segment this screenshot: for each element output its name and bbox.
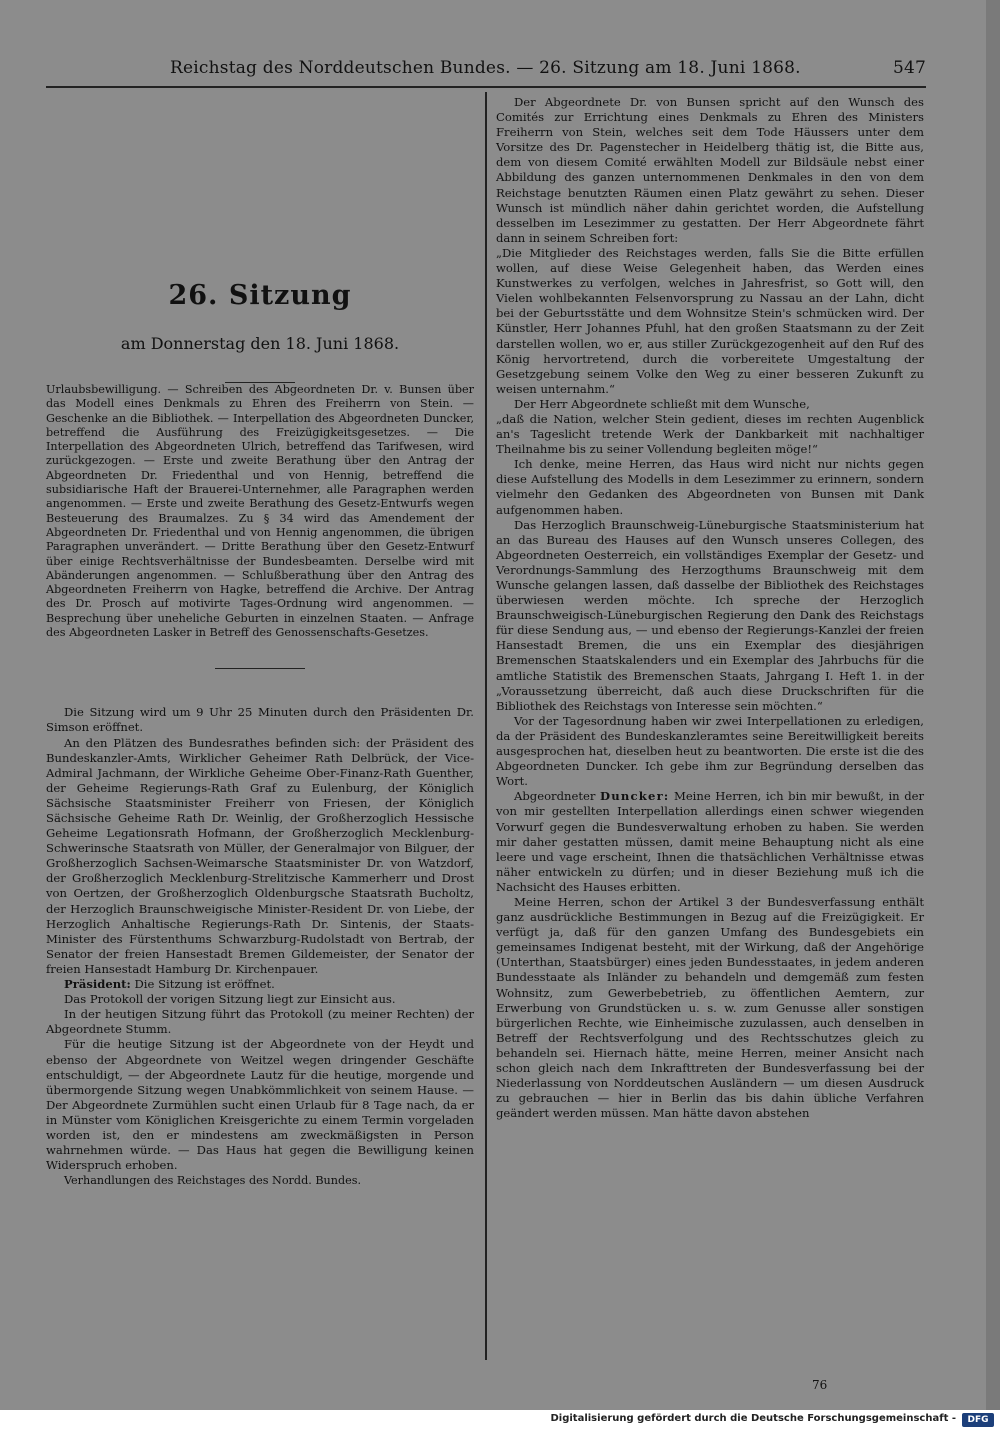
opening-paragraph: Die Sitzung wird um 9 Uhr 25 Minuten durch den Präsidenten Dr. Simson eröffnet.	[46, 705, 474, 735]
ministry-paragraph: Das Herzoglich Braunschweig-Lüneburgische Staatsministerium hat an das Bureau des Hauses auf den Wunsch unseres Collegen, des Abgeordneten Oesterreich, ein vollständiges Exemplar der Gesetz- und Verordnungs-Sammlung des Herzogthums Braunschweig mit dem Wunsche gelangen lassen, daß dasselbe der Bibliothek des Reichstages überwiesen werden möchte. Ich spreche der Herzoglich Braunschweigisch-Lüneburgischen Regierung den Dank des Reichstags für diese Sendung aus, — und ebenso der Regierungs-Kanzlei der freien Hansestadt Bremen, die uns ein Exemplar des diesjährigen Bremenschen Staatskalenders und ein Exemplar des Jahrbuchs für die amtliche Statistik des Bremenschen Staats, Jahrgang I. Heft 1. in der „Voraussetzung überreicht, daß auch diese Druckschriften für die Bibliothek des Reichstags von Interesse sein möchten.“	[496, 517, 924, 713]
leave-paragraph: Für die heutige Sitzung ist der Abgeordnete von der Heydt und ebenso der Abgeordnete von Weitzel wegen dringender Geschäfte entschuldigt, — der Abgeordnete Lautz für die heutige, morgende und übermorgende Sitzung wegen Unabkömmlichkeit von seinem Hause. — Der Abgeordnete Zurmühlen sucht einen Urlaub für 8 Tage nach, da er in Münster vom Königlichen Kreisgerichte zu einem Termin vorgeladen worden ist, den er mindestens am zweckmäßigsten in Person wahrnehmen würde. — Das Haus hat gegen die Bewilligung keinen Widerspruch erhoben.	[46, 1037, 474, 1173]
president-paragraph	[46, 977, 474, 992]
quote-paragraph: „daß die Nation, welcher Stein gedient, dieses im rechten Augenblick an's Tageslicht tretende Werk der Dankbarkeit mit nachhaltiger Theilnahme bis zu seiner Vollendung begleiten möge!“	[496, 411, 924, 457]
left-column	[46, 280, 474, 1188]
duncker-paragraph	[496, 789, 924, 895]
session-title: 26. Sitzung	[168, 280, 352, 311]
running-header	[170, 58, 930, 84]
proceedings-footer: Verhandlungen des Reichstages des Nordd. Bundes.	[64, 1174, 362, 1188]
protocol-paragraph: Das Protokoll der vorigen Sitzung liegt zur Einsicht aus.	[64, 992, 396, 1007]
sheet-number: 76	[812, 1378, 828, 1392]
session-summary: Urlaubsbewilligung. — Schreiben des Abgeordneten Dr. v. Bunsen über das Modell eines Denkmals zu Ehren des Freiherrn von Stein. — Geschenke an die Bibliothek. — Interpellation des Abgeordneten Duncker, betreffend die Ausführung des Freizügigkeitsgesetzes. — Die Interpellation des Abgeordneten Ulrich, betreffend das Tarifwesen, wird zurückgezogen. — Erste und zweite Berathung über den Antrag der Abgeordneten Dr. Friedenthal und von Hennig, betreffend die subsidiarische Haft der Brauerei-Unternehmer, alle Paragraphen werden angenommen. — Erste und zweite Berathung des Gesetz-Entwurfs wegen Besteuerung des Braumalzes. Zu § 34 wird das Amendement der Abgeordneten Dr. Friedenthal und von Hennig angenommen, die übrigen Paragraphen unverändert. — Dritte Berathung über den Gesetz-Entwurf über einige Rechtsverhältnisse der Bundesbeamten. Derselbe wird mit Abänderungen angenommen. — Schlußberathung über den Antrag des Abgeordneten Freiherrn von Hagke, betreffend die Archive. Der Antrag des Dr. Prosch auf motivirte Tages-Ordnung wird angenommen. — Besprechung über uneheliche Geburten in einzelnen Staaten. — Anfrage des Abgeordneten Lasker in Betreff des Genossenschafts-Gesetzes.	[46, 383, 474, 640]
secretary-paragraph: In der heutigen Sitzung führt das Protokoll (zu meiner Rechten) der Abgeordnete Stumm.	[46, 1007, 474, 1037]
closing-wish-paragraph: Der Herr Abgeordnete schließt mit dem Wunsche,	[514, 396, 810, 411]
speaker-text: Die Sitzung ist eröffnet.	[134, 977, 275, 992]
article-paragraph: Meine Herren, schon der Artikel 3 der Bundesverfassung enthält ganz ausdrückliche Bestimmungen in Bezug auf die Freizügigkeit. Er verfügt ja, daß für den ganzen Umfang des Bundesgebiets ein gemeinsames Indigenat besteht, mit der Wirkung, daß der Angehörige (Unterthan, Staatsbürger) eines jeden Bundesstaates, in jedem anderen Bundesstaate als Inländer zu behandeln und demgemäß zum festen Wohnsitz, zum Gewerbebetrieb, zu öffentlichen Aemtern, zur Erwerbung von Grundstücken u. s. w. zum Genusse aller sonstigen bürgerlichen Rechte, wie Einheimische zuzulassen, auch denselben in Betreff der Rechtsverfolgung und des Rechtsschutzes gleich zu behandeln sei. Hiernach hätte, meine Herren, meiner Ansicht nach schon gleich nach dem Inkrafttreten der Bundesverfassung bei der Niederlassung von Norddeutschen Ausländern — um diesen Ausdruck zu gebrauchen — hier in Berlin das bis dahin übliche Verfahren geändert werden müssen. Man hätte davon abstehen	[496, 894, 924, 1121]
session-date: am Donnerstag den 18. Juni 1868.	[120, 334, 400, 353]
speaker-label: Präsident:	[64, 977, 131, 992]
attendees-paragraph: An den Plätzen des Bundesrathes befinden sich: der Präsident des Bundeskanzler-Amts, Wirklicher Geheimer Rath Delbrück, der Vice-Admiral Jachmann, der Wirkliche Geheime Ober-Finanz-Rath Guenther, der Geheime Regierungs-Rath Graf zu Eulenburg, der Königlich Sächsische Staatsminister Freiherr von Friesen, der Königlich Sächsische Geheime Rath Dr. Weinlig, der Großherzoglich Hessische Geheime Legationsrath Hofmann, der Großherzoglich Mecklenburg-Schwerinsche Staatsrath von Müller, der Generalmajor von Bilguer, der Großherzoglich Sachsen-Weimarsche Staatsminister Dr. von Watzdorf, der Großherzoglich Mecklenburg-Strelitzische Kammerherr und Drost von Oertzen, der Großherzoglich Oldenburgsche Staatsrath Bucholtz, der Herzoglich Braunschweigische Minister-Resident Dr. von Liebe, der Herzoglich Anhaltische Regierungs-Rath Dr. Sintenis, der Staats-Minister des Fürstenthums Schwarzburg-Rudolstadt von Bertrab, der Senator der freien Hansestadt Bremen Gildemeister, der Senator der freien Hansestadt Hamburg Dr. Kirchenpauer.	[46, 735, 474, 976]
response-paragraph: Ich denke, meine Herren, das Haus wird nicht nur nichts gegen diese Aufstellung des Modells in dem Lesezimmer zu erinnern, sondern vielmehr den Gedanken des Abgeordneten von Bunsen mit Dank aufgenommen haben.	[496, 457, 924, 517]
dfg-logo-icon: DFG	[962, 1413, 994, 1427]
speaker-name: Duncker:	[600, 789, 670, 804]
speaker-prefix: Abgeordneter	[514, 789, 596, 804]
agenda-paragraph: Vor der Tagesordnung haben wir zwei Interpellationen zu erledigen, da der Präsident des Bundeskanzleramtes seine Bereitwilligkeit bereits ausgesprochen hat, dieselben heut zu beantworten. Die erste ist die des Abgeordneten Duncker. Ich gebe ihm zur Begründung derselben das Wort.	[496, 713, 924, 789]
column-divider	[485, 92, 487, 1360]
header-rule	[46, 86, 926, 88]
page-edge-shadow	[986, 0, 1000, 1410]
page-number: 547	[892, 58, 926, 78]
bunsen-paragraph: Der Abgeordnete Dr. von Bunsen spricht auf den Wunsch des Comités zur Errichtung eines Denkmals zu Ehren des Ministers Freiherrn von Stein, welches seit dem Tode Häussers unter dem Vorsitze des Dr. Pagenstecher in Heidelberg thätig ist, die Bitte aus, dem von diesem Comité erwählten Modell zur Bildsäule nebst einer Abbildung des ganzen unternommenen Denkmales in den von dem Reichstage benutzten Räumen einen Platz gewährt zu sehen. Dieser Wunsch ist mündlich näher dahin gerichtet worden, die Aufstellung desselben im Lesezimmer zu gestatten. Der Herr Abgeordnete fährt dann in seinem Schreiben fort:	[496, 95, 924, 245]
speaker-text: Meine Herren, ich bin mir bewußt, in der von mir gestellten Interpellation allerdings einen schwer wiegenden Vorwurf gegen die Bundesverwaltung erhoben zu haben. Sie werden mir daher gestatten müssen, damit meine Behauptung nicht als eine leere und vage erscheint, Ihnen die thatsächlichen Verhältnisse etwas näher entwickeln zu dürfen; und in dieser Beziehung muß ich die Nachsicht des Hauses erbitten.	[496, 789, 925, 894]
funding-credit: Digitalisierung gefördert durch die Deutsche Forschungsgemeinschaft -	[550, 1413, 956, 1424]
right-column	[496, 95, 924, 1121]
quote-paragraph: „Die Mitglieder des Reichstages werden, falls Sie die Bitte erfüllen wollen, auf diese Weise Gelegenheit haben, das Werden eines Kunstwerkes zu verfolgen, welches in Jahresfrist, so Gott will, den Vielen wohlbekannten Felsenvorsprung zu Nassau an der Lahn, dicht bei der Geburtsstätte und dem Wohnsitze Stein's schmücken wird. Der Künstler, Herr Johannes Pfuhl, hat den großen Staatsmann zu der Zeit darstellen wollen, wo er, aus stiller Zurückgezogenheit auf den Ruf des König hervortretend, durch die vorbereitete Umgestaltung der Gesetzgebung seinem Volke den Weg zu einer besseren Zukunft zu weisen unternahm.“	[496, 245, 924, 396]
header-title: Reichstag des Norddeutschen Bundes. — 26. Sitzung am 18. Juni 1868.	[170, 58, 801, 78]
summary-rule	[215, 668, 305, 669]
